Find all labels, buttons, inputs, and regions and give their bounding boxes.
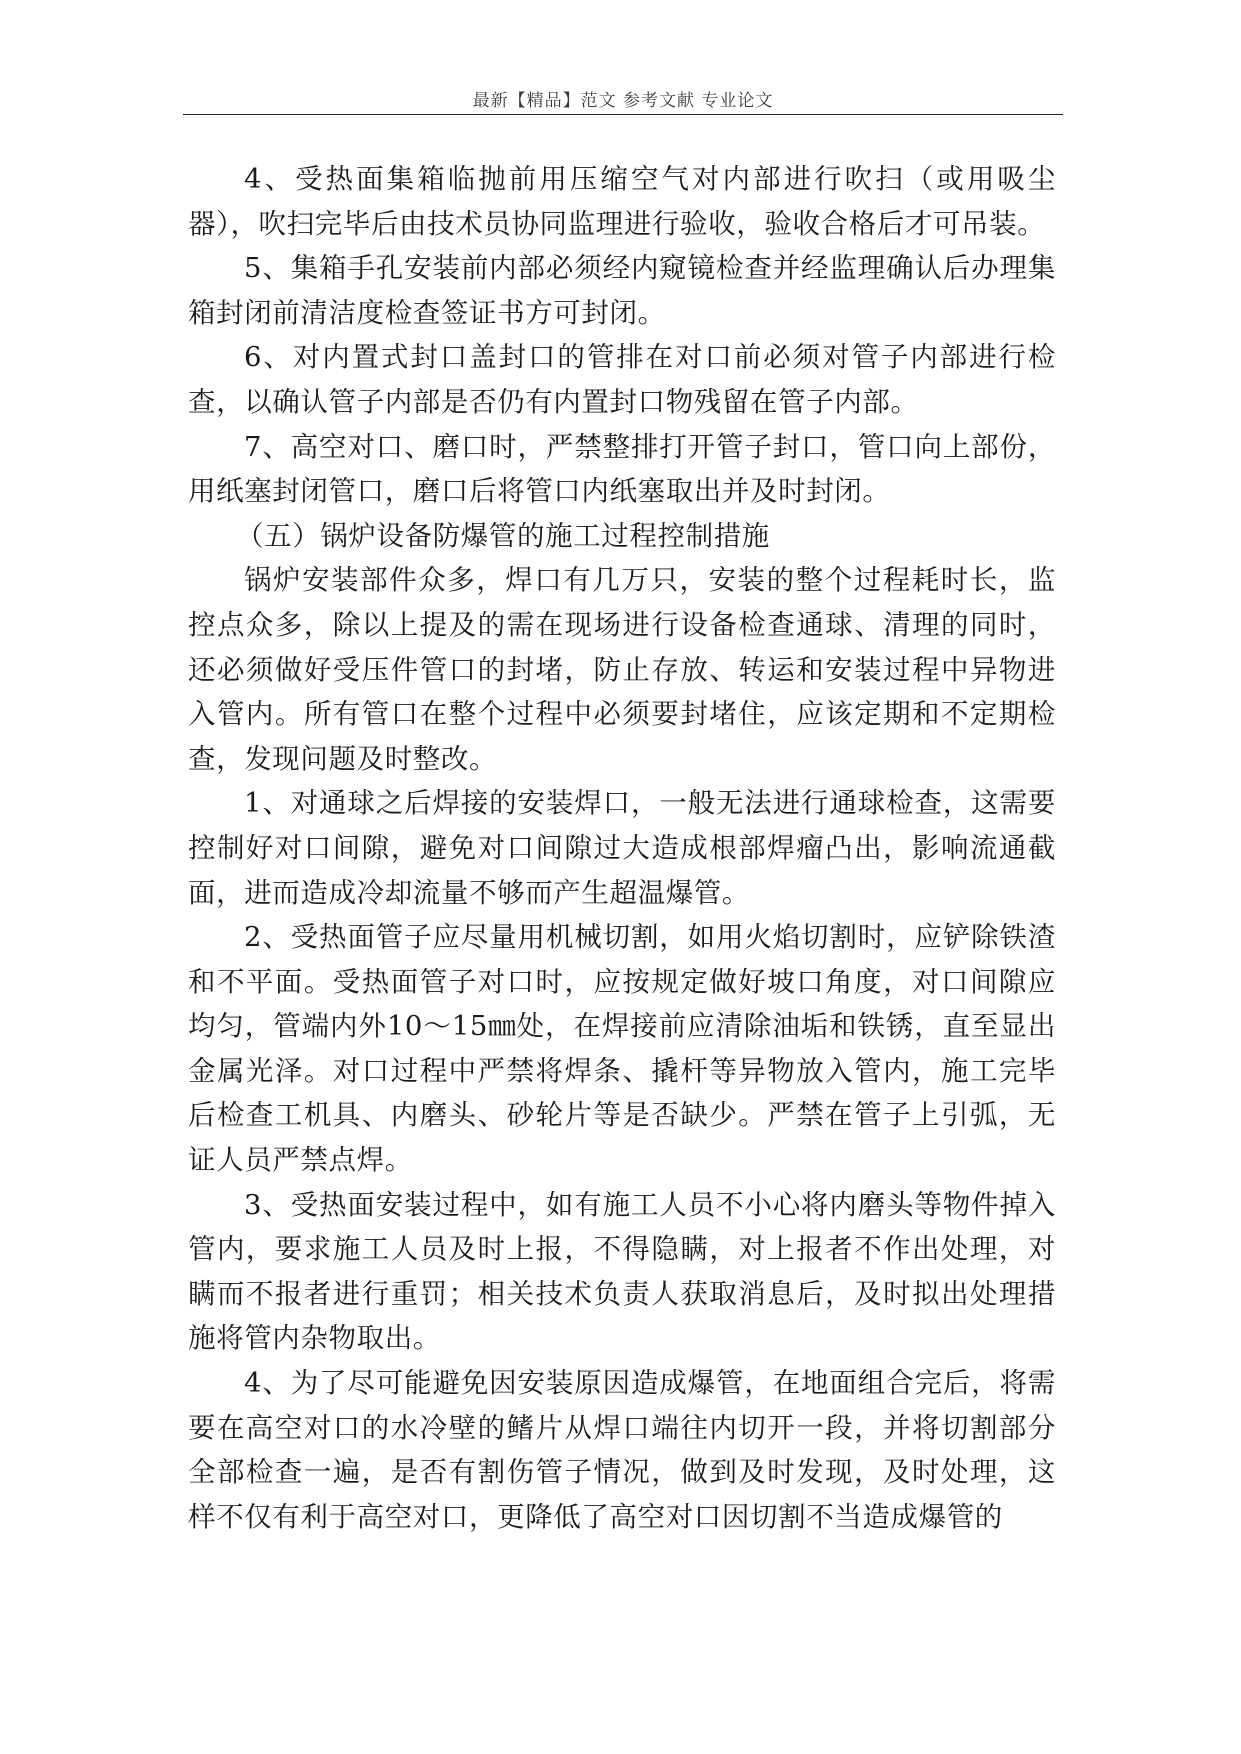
document-body bbox=[188, 157, 1056, 1539]
paragraph: 3、受热面安装过程中，如有施工人员不小心将内磨头等物件掉入管内，要求施工人员及时上报，不得隐瞒，对上报者不作出处理，对瞒而不报者进行重罚；相关技术负责人获取消息后，及时拟出处理措施将管内杂物取出。 bbox=[188, 1188, 1056, 1355]
paragraph: 4、受热面集箱临抛前用压缩空气对内部进行吹扫（或用吸尘器），吹扫完毕后由技术员协同监理进行验收，验收合格后才可吊装。 bbox=[188, 163, 1056, 240]
page-header: 最新【精品】范文 参考文献 专业论文 bbox=[472, 91, 774, 111]
section-heading: （五）锅炉设备防爆管的施工过程控制措施 bbox=[236, 519, 770, 552]
paragraph: 1、对通球之后焊接的安装焊口，一般无法进行通球检查，这需要控制好对口间隙，避免对口间隙过大造成根部焊瘤凸出，影响流通截面，进而造成冷却流量不够而产生超温爆管。 bbox=[188, 787, 1056, 909]
paragraph: 4、为了尽可能避免因安装原因造成爆管，在地面组合完后，将需要在高空对口的水冷壁的鳍片从焊口端往内切开一段，并将切割部分全部检查一遍，是否有割伤管子情况，做到及时发现，及时处理，这样不仅有利于高空对口，更降低了高空对口因切割不当造成爆管的 bbox=[188, 1367, 1056, 1533]
paragraph: 6、对内置式封口盖封口的管排在对口前必须对管子内部进行检查，以确认管子内部是否仍有内置封口物残留在管子内部。 bbox=[188, 341, 1056, 418]
header-divider bbox=[183, 114, 1063, 115]
paragraph: 7、高空对口、磨口时，严禁整排打开管子封口，管口向上部份，用纸塞封闭管口，磨口后将管口内纸塞取出并及时封闭。 bbox=[188, 430, 1056, 508]
paragraph: 2、受热面管子应尽量用机械切割，如用火焰切割时，应铲除铁渣和不平面。受热面管子对口时，应按规定做好坡口角度，对口间隙应均匀，管端内外10～15㎜处，在焊接前应清除油垢和铁锈，直至显出金属光泽。对口过程中严禁将焊条、撬杆等异物放入管内，施工完毕后检查工机具、内磨头、砂轮片等是否缺少。严禁在管子上引弧，无证人员严禁点焊。 bbox=[188, 921, 1056, 1177]
paragraph: 5、集箱手孔安装前内部必须经内窥镜检查并经监理确认后办理集箱封闭前清洁度检查签证书方可封闭。 bbox=[188, 252, 1056, 329]
paragraph: 锅炉安装部件众多，焊口有几万只，安装的整个过程耗时长，监控点众多，除以上提及的需在现场进行设备检查通球、清理的同时，还必须做好受压件管口的封堵，防止存放、转运和安装过程中异物进入管内。所有管口在整个过程中必须要封堵住，应该定期和不定期检查，发现问题及时整改。 bbox=[188, 564, 1056, 775]
